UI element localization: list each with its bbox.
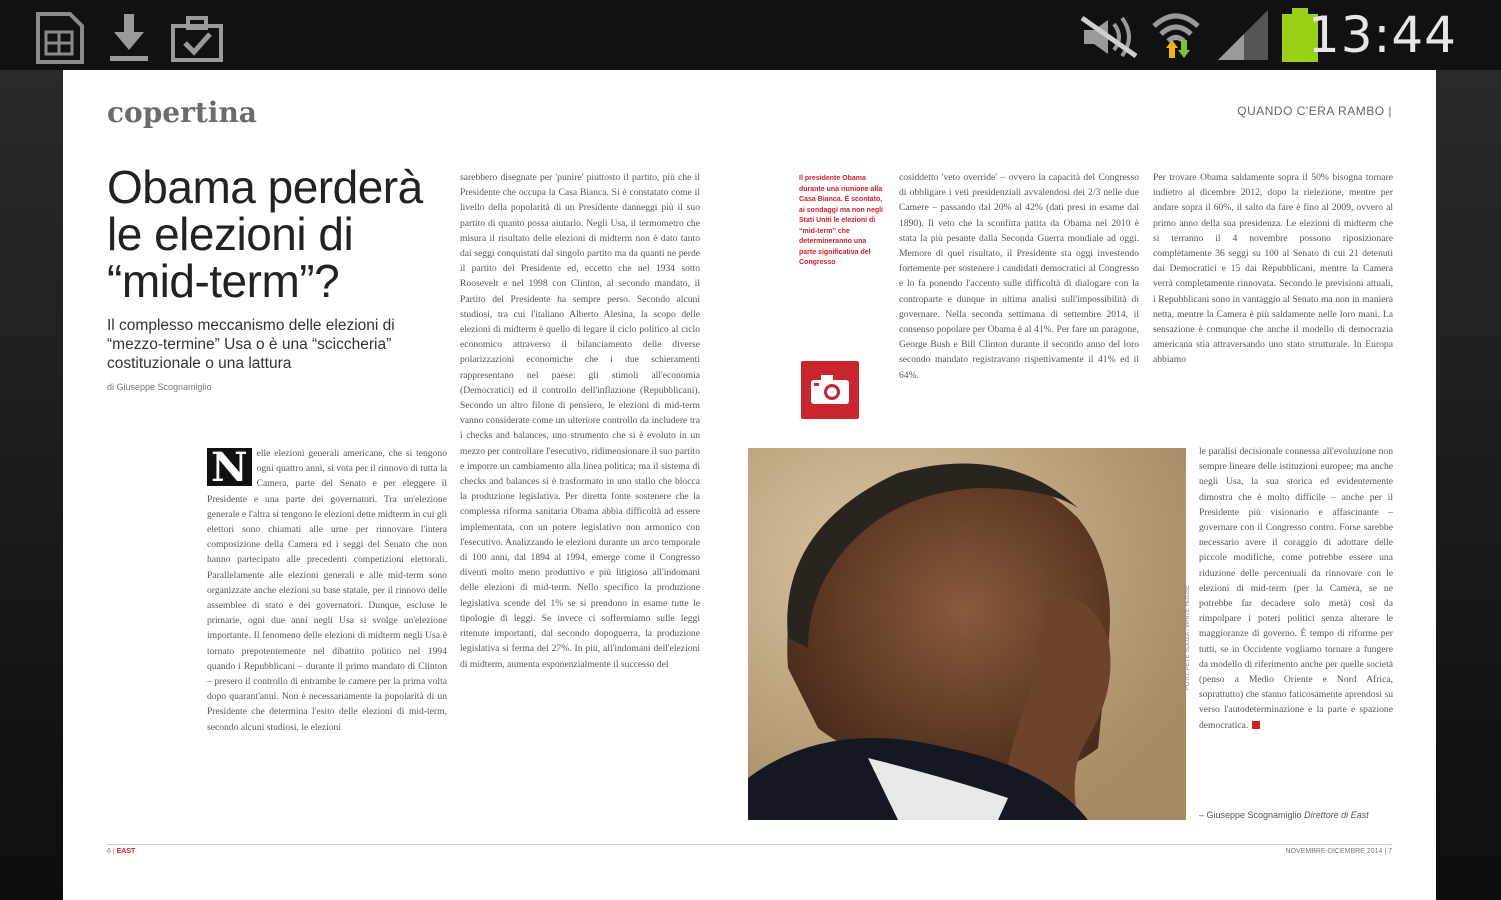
signature-role: Direttore di East (1304, 810, 1369, 820)
camera-badge (801, 361, 859, 419)
article-column-4-side (1199, 444, 1393, 782)
article-column-4-top (1153, 170, 1393, 432)
sim-card-icon (34, 10, 86, 64)
magazine-spread[interactable] (63, 70, 1436, 900)
column-2-text: sarebbero disegnate per 'punire' piuttosto il partito, più che il Presidente che occupa la Casa Bianca. Si è constatato come il livello della popolarità di un Presidente danneggi più il suo partito di quanto possa aiutarlo. Negli Usa, il termometro che misura il risultato delle elezioni di midterm non è dato tanto dai seggi conquistati dal singolo partito ma da quanti ne perde il partito del Presidente ed, eccetto che nel 1934 sotto Roosevelt e nel 1998 con Clinton, al secondo mandato, il Partito del Presidente ha sempre perso. Secondo alcuni studiosi, tra cui l'italiano Alberto Alesina, la scopo delle elezioni di midterm è quello di legare il ciclo politico al ciclo economico attraverso il bilanciamento delle diverse polarizzazioni economiche che i due schieramenti rappresentano nel paese: gli stimoli all'economia (Democratici) ed il controllo dell'inflazione (Repubblicani). Secondo un altro filone di pensiero, le elezioni di mid-term vanno considerate come un ulteriore controllo da includere tra i checks and balances, uno strumento che si è evoluto in un mezzo per controllare l'esecutivo, ridimensionare il suo partito e imporre un cambiamento alla linea politica; ma il sistema di checks and balances si è trasformato in uno stallo che blocca la produzione legislativa. Per diretta fonte sostenere che la complessa riforma sanitaria Obama abbia difficoltà ad essere implementata, con un potere legislativo non armonico con l'esecutivo. Analizzando le elezioni durante un arco temporale di 100 anni, dal 1894 al 1994, emerge come il Congresso diventi molto meno produttivo e più litigioso all'indomani delle elezioni di mid-term. Nello specifico la produzione legislativa scende del 1% se si prendono in esame tutte le tipologie di leggi. Se invece ci soffermiamo sulle leggi ritenute importanti, dal secondo dopoguerra, la produzione legislativa si ferma del 27%. In più, all'indomani dell'elezioni di midterm, aumenta esponenzialmente il successo del (460, 172, 700, 670)
footer-divider (107, 844, 1392, 845)
footer-left-page: 6 | (107, 848, 115, 855)
signature-name: – Giuseppe Scognamiglio (1199, 810, 1302, 820)
drop-cap: N (207, 448, 252, 486)
column-1-text: elle elezioni generali americane, che si tengono ogni quattro anni, si vota per il rinnovo di tutta la Camera, parte del Senato e per eleggere il Presidente e una parte dei governatori. Tra un'elezione generale e l'altra si tengono le elezioni dette midterm in cui gli elettori sono chiamati alle urne per rinnovare l'intera composizione della Camera ed i seggi del Senato che non hanno partecipato alle precedenti competizioni elettorali. Parallelamente alle elezioni generali e alle mid-term sono organizzate anche elezioni su base statale, per il rinnovo delle assemblee di stato e dei governatori. Dunque, escluse le primarie, ogni due anni negli Usa si svolge un'elezione importante. Il fenomeno delle elezioni di midterm negli Usa è tornato prepotentemente nel dibattito politico nel 1994 quando i Repubblicani – durante il primo mandato di Clinton – presero il controllo di entrambe le camere per la prima volta dopo quarant'anni. Non è necessariamente la popolarità di un Presidente che determina l'esito delle elezioni di mid-term, secondo alcuni studiosi, le elezioni (207, 448, 447, 733)
footer-right-folio: NOVEMBRE-DICEMBRE 2014 | 7 (1285, 848, 1392, 855)
wifi-icon (1150, 8, 1202, 62)
photo-credit: FOTO: PETE SOUZA / WHITE HOUSE (1185, 585, 1191, 690)
article-signature (1199, 810, 1369, 820)
section-label: copertina (107, 96, 257, 129)
mute-icon (1078, 14, 1140, 60)
download-icon (108, 10, 150, 64)
status-bar (0, 0, 1501, 70)
end-mark-icon (1252, 721, 1260, 729)
article-column-1 (207, 446, 447, 824)
article-byline: di Giuseppe Scognamiglio (107, 382, 212, 392)
briefcase-check-icon (170, 10, 224, 64)
reader-left-margin (0, 70, 63, 900)
signal-icon (1214, 8, 1272, 62)
footer-left-magazine: EAST (116, 848, 136, 855)
article-column-3 (899, 170, 1139, 432)
footer-left-folio (107, 848, 135, 855)
column-3-text: cosiddetto 'veto override' – ovvero la capacità del Congresso di obbligare i veti presidenziali avvalendosi dei 2/3 nelle due Camere – passando dal 20% al 42% (dati presi in esame dal 1890). Il veto che la sconfitta patita da Obama nel 2010 è stata la più pesante dalla Seconda Guerra mondiale ad oggi. Memore di quel risultato, il Presidente sta oggi investendo fortemente per sostenere i candidati democratici al Congresso e lo fa ponendo l'accento sulle difficoltà di dialogare con la controparte e dunque in ultima analisi sull'impossibilità di governare. Nella seconda settimana di settembre 2014, il consenso popolare per Obama è al 41%. Per fare un paragone, George Bush e Bill Clinton durante il secondo anno del loro secondo mandato registravano rispettivamente il 41% ed il 64%. (899, 172, 1139, 381)
reader-right-margin (1436, 70, 1501, 900)
photo-caption: Il presidente Obama durante una riunione alla Casa Bianca. È scontato, ai sondaggi ma non negli Stati Uniti le elezioni di “mid-term” che determineranno una parte significativa del Congresso (799, 175, 884, 266)
column-4-side-text: le paralisi decisionale connessa all'evoluzione non sempre lineare delle istituzioni europee; ma anche negli Usa, la sua storica ed evidentemente dimostra che è molto difficile – anche per il Presidente più visionario e affascinante – governare con il Congresso contro. Forse sarebbe necessario avere il coraggio di adottare delle piccole modifiche, come potrebbe essere una riduzione delle percentuali da rinnovare con le elezioni di mid-term (per la Camera, se ne potrebbe far decadere solo metà) così da rimpolpare i poteri politici senza alterare le maggioranze di governo. È tempo di riforme per tutti, se in Occidente vogliamo tornare a fungere da modello di riferimento anche per quelle società (penso a Medio Oriente e Nord Africa, soprattutto) che stanno faticosamente aprendosi su verso l'autodeterminazione e la parte e spazione democratica. (1199, 446, 1393, 731)
article-column-2 (460, 170, 700, 824)
obama-portrait-image (748, 448, 1186, 820)
column-4-top-text: Per trovare Obama saldamente sopra il 50% bisogna tornare indietro al dicembre 2012, dopo la rielezione, mentre per andare sopra il 60%, il salto da fare è fino al 2009, ovvero al primo anno della sua presidenza. Le elezioni di midterm che si terranno il 4 novembre possono riposizionare completamente 36 seggi su 100 al Senato di cui 21 detenuti dai Democratici e 15 dai Repubblicani, mentre la Camera verrà completamente rinnovata. Secondo le previsioni attuali, i Repubblicani sono in vantaggio al Senato ma non in maniera netta, mentre la Camera è più saldamente nelle loro mani. La sensazione è comunque che anche il modello di democrazia americana stia attraversando uno stato strutturale. In Europa abbiamo (1153, 172, 1393, 366)
article-deck: Il complesso meccanismo delle elezioni di “mezzo-termine” Usa o è una “sciccheria” costituzionale o una lattura (107, 317, 395, 372)
camera-icon (801, 361, 859, 419)
clock-time: 13:44 (1307, 6, 1457, 64)
article-photo[interactable] (748, 448, 1186, 820)
article-headline: Obama perderà le elezioni di “mid-term”? (107, 161, 423, 307)
running-head: QUANDO C'ERA RAMBO | (1237, 104, 1392, 118)
